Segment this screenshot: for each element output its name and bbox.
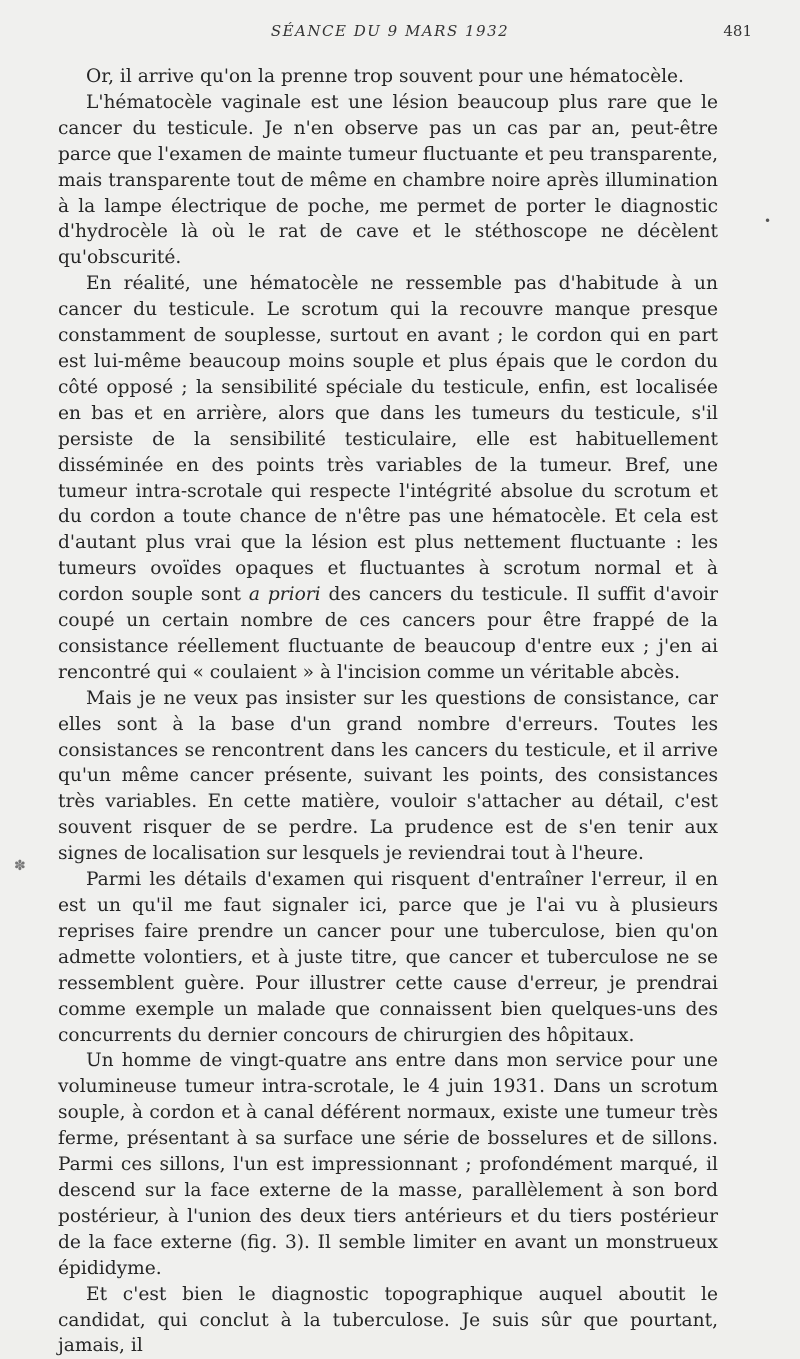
margin-dot-icon: • — [764, 214, 772, 228]
paragraph-4: Mais je ne veux pas insister sur les questions de consistance, car elles sont à la base d'un grand nombre d'erreurs. Toutes les consistances se rencontrent dans les cancers du testicule, et il arrive qu'un même cancer présente, suivant les points, des consistances très variables. En cette matière, vouloir s'attacher au détail, c'est souvent risquer de se perdre. La prudence est de s'en tenir aux signes de localisation sur lesquels je reviendrai tout à l'heure. — [58, 687, 718, 865]
paragraph-6: Un homme de vingt-quatre ans entre dans mon service pour une volumineuse tumeur intra-scrotale, le 4 juin 1931. Dans un scrotum souple, à cordon et à canal déférent normaux, existe une tumeur très ferme, présentant à sa surface une série de bosselures et de sillons. Parmi ces sillons, l'un est impressionnant ; profondément marqué, il descend sur la face externe de la masse, parallèlement à son bord postérieur, à l'union des deux tiers antérieurs et du tiers postérieur de la face externe (fig. 3). Il semble limiter en avant un monstrueux épididyme. — [58, 1050, 718, 1279]
body-text — [58, 64, 718, 1359]
margin-star-icon: ✽ — [14, 858, 26, 874]
running-title: SÉANCE DU 9 MARS 1932 — [270, 22, 510, 40]
running-head — [50, 22, 752, 46]
paragraph-7: Et c'est bien le diagnostic topographique auquel aboutit le candidat, qui conclut à la tuberculose. Je suis sûr que pourtant, jamais, il — [58, 1283, 718, 1357]
paragraph-3 — [58, 271, 718, 686]
italic-a-priori: a priori — [248, 584, 321, 606]
paragraph-1: Or, il arrive qu'on la prenne trop souvent pour une hématocèle. — [86, 66, 684, 87]
paragraph-5: Parmi les détails d'examen qui risquent d'entraîner l'erreur, il en est un qu'il me faut signaler ici, parce que je l'ai vu à plusieurs reprises faire prendre un cancer pour une tuberculose, bien qu'on admette volontiers, et à juste titre, que cancer et tuberculose ne se ressemblent guère. Pour illustrer cette cause d'erreur, je prendrai comme exemple un malade que connaissent bien quelques-uns des concurrents du dernier concours de chirurgien des hôpitaux. — [58, 869, 718, 1046]
page-number: 481 — [723, 22, 752, 40]
paragraph-3-part-1: En réalité, une hématocèle ne ressemble pas d'habitude à un cancer du testicule. Le scrotum qui la recouvre manque presque constamment de souplesse, surtout en avant ; le cordon qui en part est lui-même beaucoup moins souple et plus épais que le cordon du côté opposé ; la sensibilité spéciale du testicule, enfin, est localisée en bas et en arrière, alors que dans les tumeurs du testicule, s'il persiste de la sensibilité testiculaire, elle est habituellement disséminée en des points très variables de la tumeur. Bref, une tumeur intra-scrotale qui respecte l'intégrité absolue du scrotum et du cordon a toute chance de n'être pas une hématocèle. Et cela est d'autant plus vrai que la lésion est plus nettement fluctuante : les tumeurs ovoïdes opaques et fluctuantes à scrotum normal et à cordon souple sont — [58, 273, 718, 606]
paragraph-3-part-2: des cancers du testicule. Il suffit d'avoir coupé un certain nombre de ces cancers pour être frappé de la consistance réellement fluctuante de beaucoup d'entre eux ; j'en ai rencontré qui « coulaient » à l'incision comme un véritable abcès. — [58, 584, 718, 683]
paragraph-2: L'hématocèle vaginale est une lésion beaucoup plus rare que le cancer du testicule. Je n'en observe pas un cas par an, peut-être parce que l'examen de mainte tumeur fluctuante et peu transparente, mais transparente tout de même en chambre noire après illumination à la lampe électrique de poche, me permet de porter le diagnostic d'hydrocèle là où le rat de cave et le stéthoscope ne décèlent qu'obscurité. — [58, 91, 718, 269]
